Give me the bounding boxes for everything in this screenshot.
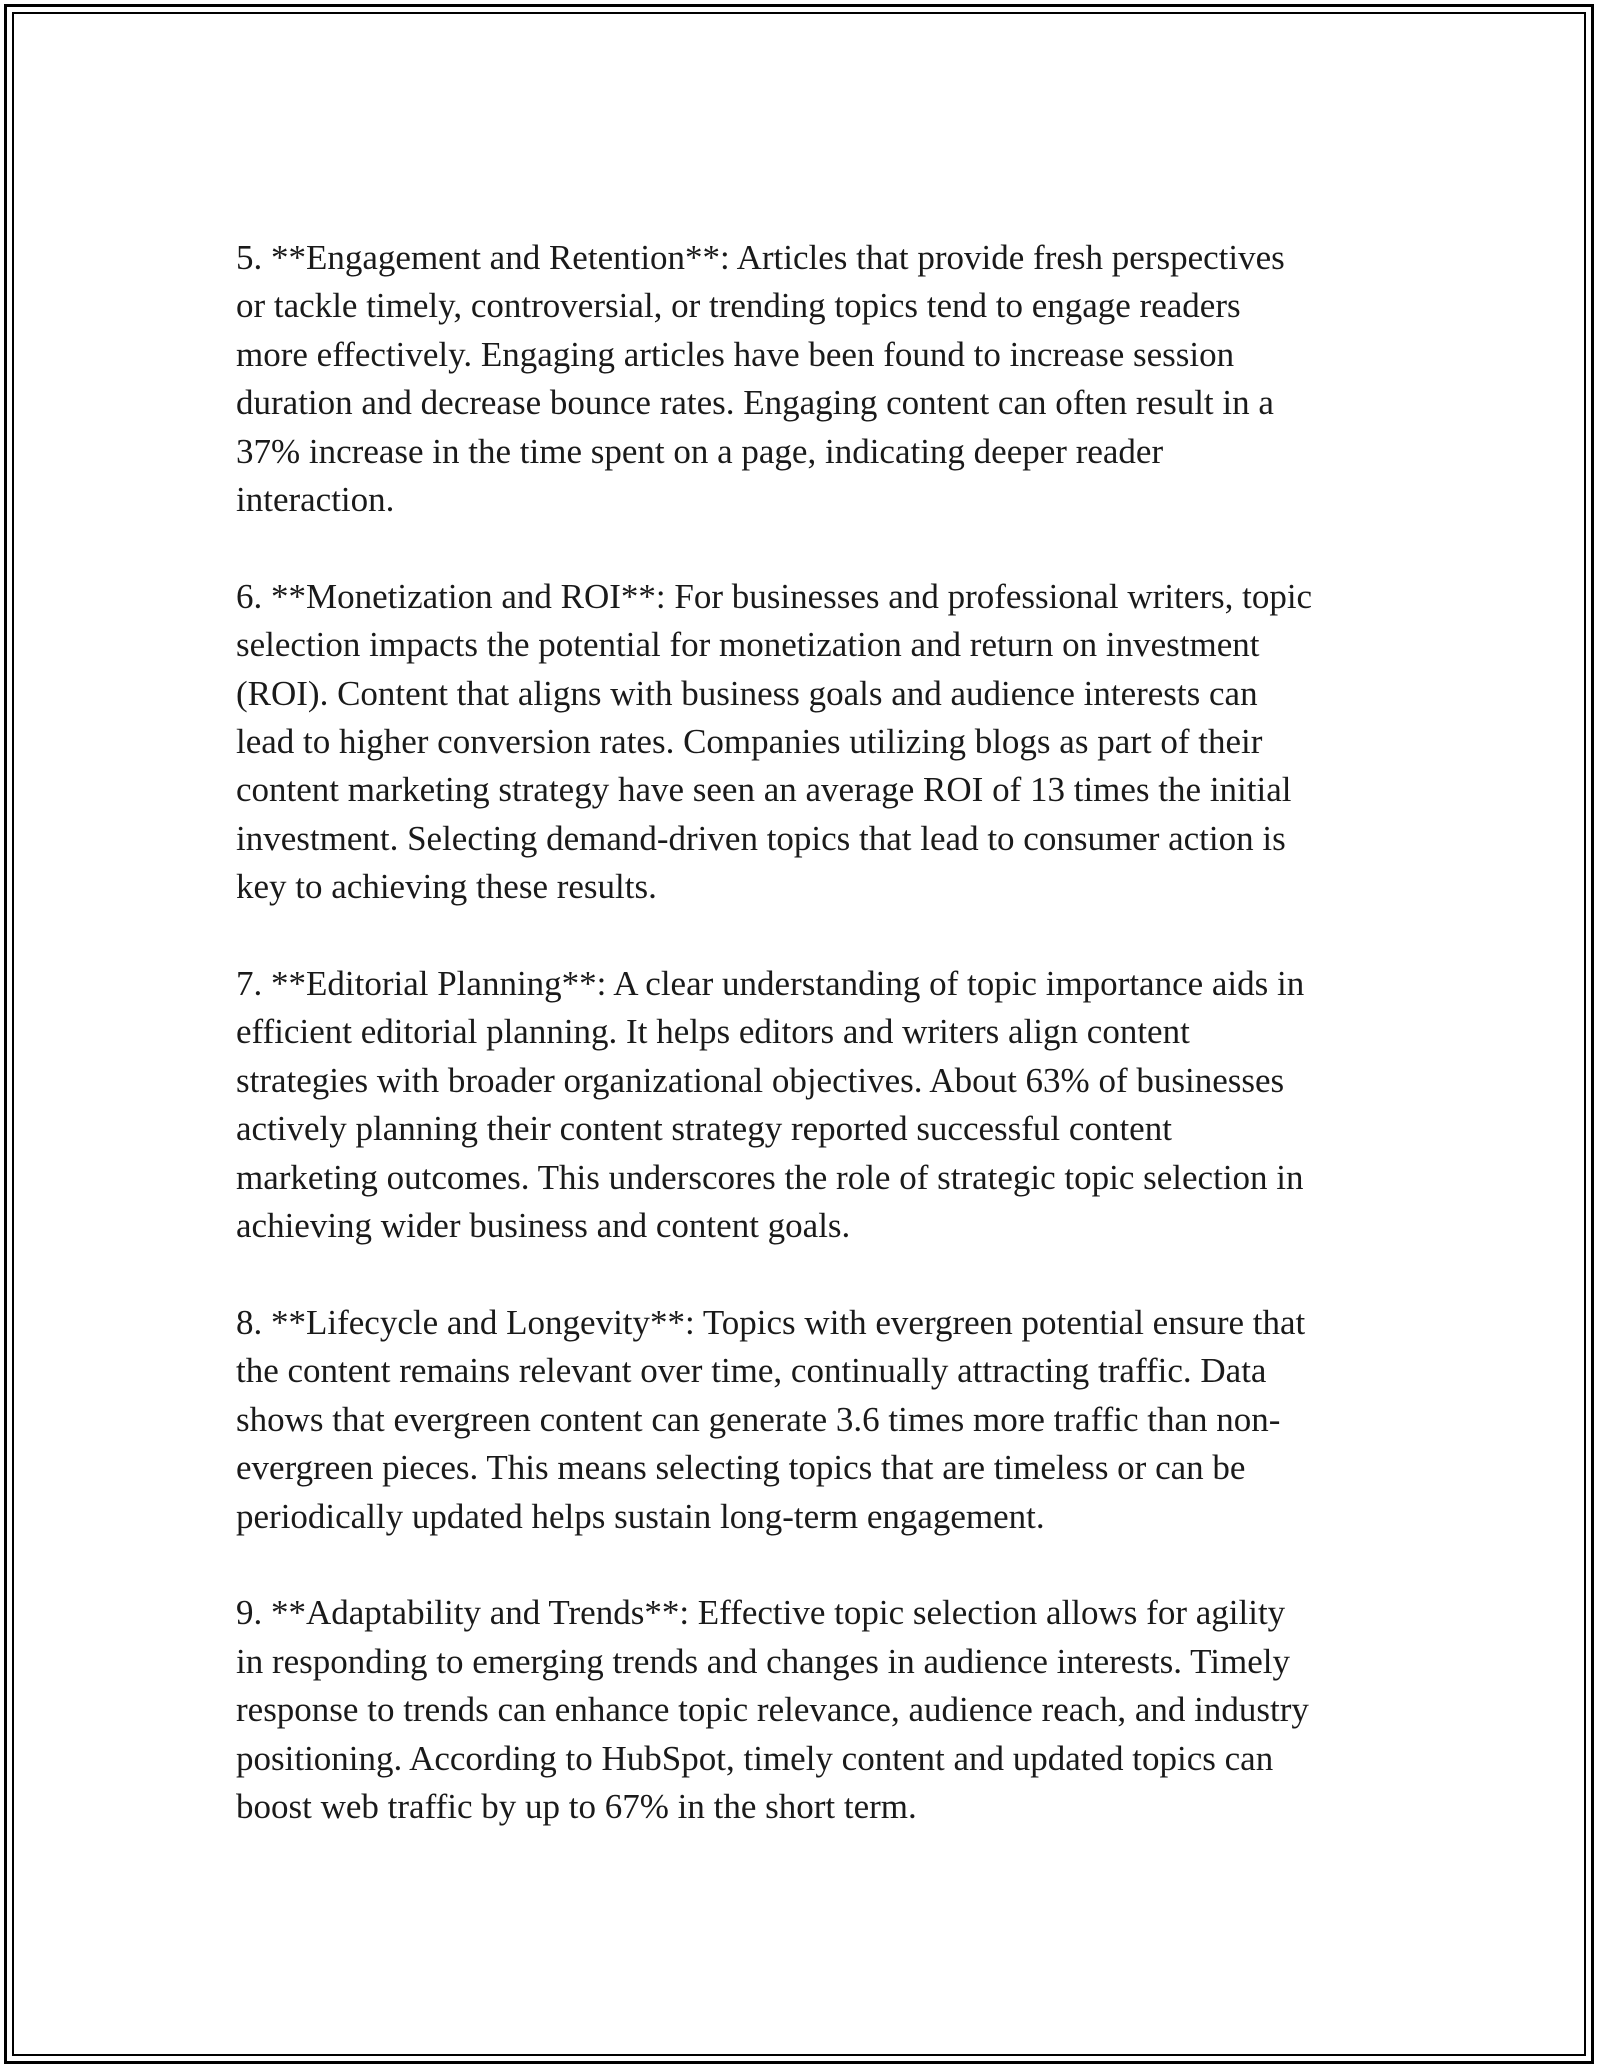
text-line: boost web traffic by up to 67% in the short term. [236,1786,917,1826]
document-body [236,234,1376,1880]
text-line: achieving wider business and content goals. [236,1206,851,1246]
text-line: in responding to emerging trends and changes in audience interests. Timely [236,1641,1291,1681]
text-line: periodically updated helps sustain long-term engagement. [236,1496,1045,1536]
text-line: duration and decrease bounce rates. Engaging content can often result in a [236,383,1274,423]
paragraph-engagement-retention [236,234,1376,524]
text-line: positioning. According to HubSpot, timely content and updated topics can [236,1738,1274,1778]
paragraph-lifecycle-longevity [236,1299,1376,1541]
text-line: 6. **Monetization and ROI**: For businesses and professional writers, topic [236,576,1313,616]
text-line: content marketing strategy have seen an average ROI of 13 times the initial [236,770,1292,810]
text-line: selection impacts the potential for monetization and return on investment [236,625,1260,665]
paragraph-editorial-planning [236,960,1376,1250]
text-line: shows that evergreen content can generate 3.6 times more traffic than non- [236,1399,1281,1439]
paragraph-monetization-roi [236,573,1376,912]
text-line: (ROI). Content that aligns with business goals and audience interests can [236,673,1258,713]
text-line: response to trends can enhance topic relevance, audience reach, and industry [236,1690,1309,1730]
text-line: lead to higher conversion rates. Companies utilizing blogs as part of their [236,722,1263,762]
text-line: or tackle timely, controversial, or trending topics tend to engage readers [236,286,1241,326]
text-line: actively planning their content strategy reported successful content [236,1109,1172,1149]
text-line: 7. **Editorial Planning**: A clear understanding of topic importance aids in [236,964,1305,1004]
text-line: strategies with broader organizational objectives. About 63% of businesses [236,1060,1285,1100]
text-line: the content remains relevant over time, continually attracting traffic. Data [236,1351,1267,1391]
text-line: evergreen pieces. This means selecting topics that are timeless or can be [236,1448,1246,1488]
text-line: investment. Selecting demand-driven topics that lead to consumer action is [236,818,1286,858]
text-line: 8. **Lifecycle and Longevity**: Topics with evergreen potential ensure that [236,1302,1306,1342]
text-line: more effectively. Engaging articles have been found to increase session [236,334,1235,374]
text-line: 9. **Adaptability and Trends**: Effective topic selection allows for agility [236,1593,1286,1633]
text-line: key to achieving these results. [236,867,657,907]
text-line: efficient editorial planning. It helps editors and writers align content [236,1012,1190,1052]
text-line: interaction. [236,480,395,520]
text-line: marketing outcomes. This underscores the role of strategic topic selection in [236,1157,1304,1197]
text-line: 37% increase in the time spent on a page, indicating deeper reader [236,431,1164,471]
paragraph-adaptability-trends [236,1589,1376,1831]
text-line: 5. **Engagement and Retention**: Articles that provide fresh perspectives [236,238,1285,277]
